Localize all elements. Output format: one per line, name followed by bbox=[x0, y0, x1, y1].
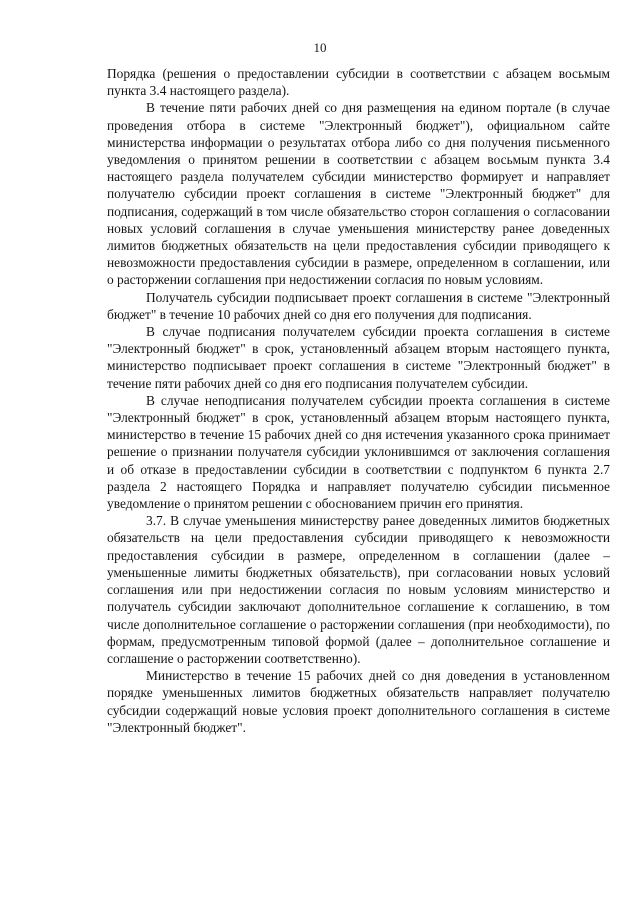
paragraph-draft-agreement: В течение пяти рабочих дней со дня размещения на едином портале (в случае проведения отбора в системе "Электронный бюджет"), официальном сайте министерства информации о результатах отбора либо со дня получения письменного уведомления о принятом решении в соответствии с абзацем восьмым пункта 3.4 настоящего раздела получателем субсидии министерство формирует и направляет получателю субсидии проект соглашения в системе "Электронный бюджет" для подписания, содержащий в том числе обязательство сторон соглашения о согласовании новых условий соглашения в случае уменьшения министерству ранее доведенных лимитов бюджетных обязательств на цели предоставления субсидии приводящего к невозможности предоставления субсидии в размере, определенном в соглашении, или о расторжении соглашения при недостижении согласия по новым условиям. bbox=[107, 100, 610, 288]
page-number: 10 bbox=[313, 40, 327, 55]
paragraph-section-3-7: 3.7. В случае уменьшения министерству ранее доведенных лимитов бюджетных обязательств на цели предоставления субсидии приводящего к невозможности предоставления субсидии в размере, определенном в соглашении (далее – уменьшенные лимиты бюджетных обязательств), при согласовании новых условий соглашения или при недостижении согласия по новым условиям министерство и получатель субсидии заключают дополнительное соглашение к соглашению, в том числе дополнительное соглашение о расторжении соглашения (при необходимости), по формам, предусмотренным типовой формой (далее – дополнительное соглашение и соглашение о расторжении соответственно). bbox=[107, 513, 610, 666]
paragraph-continuation: Порядка (решения о предоставлении субсидии в соответствии с абзацем восьмым пункта 3.4 настоящего раздела). bbox=[107, 66, 610, 99]
paragraph-non-signing: В случае неподписания получателем субсидии проекта соглашения в системе "Электронный бюджет" в срок, установленный абзацем вторым настоящего пункта, министерство в течение 15 рабочих дней со дня истечения указанного срока принимает решение о признании получателя субсидии уклонившимся от заключения соглашения и об отказе в предоставлении субсидии в соответствии с подпунктом 6 пункта 2.7 раздела 2 настоящего Порядка и направляет получателю субсидии письменное уведомление о принятом решении с обоснованием причин его принятия. bbox=[107, 392, 610, 512]
document-body bbox=[107, 65, 610, 736]
paragraph-ministry-signs: В случае подписания получателем субсидии проекта соглашения в системе "Электронный бюджет" в срок, установленный абзацем вторым настоящего пункта, министерство подписывает проект соглашения в системе "Электронный бюджет" в течение пяти рабочих дней со дня его подписания получателем субсидии. bbox=[107, 324, 610, 391]
paragraph-ministry-sends: Министерство в течение 15 рабочих дней со дня доведения в установленном порядке уменьшенных лимитов бюджетных обязательств направляет получателю субсидии содержащий новые условия проект дополнительного соглашения в системе "Электронный бюджет". bbox=[107, 668, 610, 735]
paragraph-recipient-signs: Получатель субсидии подписывает проект соглашения в системе "Электронный бюджет" в течение 10 рабочих дней со дня его получения для подписания. bbox=[107, 289, 610, 322]
